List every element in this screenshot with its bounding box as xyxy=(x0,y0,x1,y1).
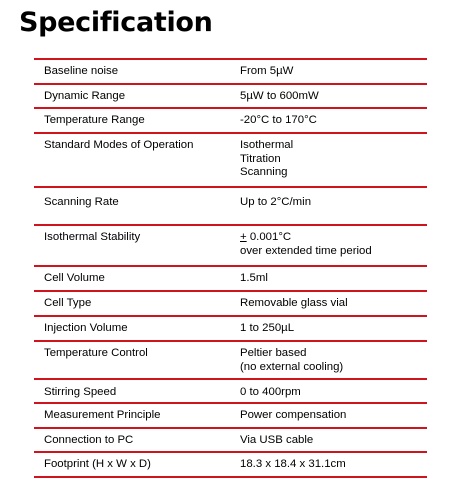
spec-value-line: 0 to 400rpm xyxy=(240,386,301,398)
spec-value-line: Titration xyxy=(240,152,281,165)
spec-value xyxy=(240,322,427,340)
spec-value xyxy=(240,386,427,402)
spec-value xyxy=(240,114,427,132)
table-row xyxy=(34,429,427,453)
spec-value xyxy=(240,347,427,378)
table-row xyxy=(34,380,427,404)
table-row xyxy=(34,60,427,85)
table-row xyxy=(34,109,427,134)
spec-value-line: From 5µW xyxy=(240,65,294,77)
spec-value-line: Power compensation xyxy=(240,409,347,421)
spec-label: Scanning Rate xyxy=(44,196,119,208)
spec-value-line: Scanning xyxy=(240,166,288,178)
spec-value-line: 1 to 250µL xyxy=(240,322,295,334)
spec-label: Footprint (H x W x D) xyxy=(44,458,151,470)
spec-value xyxy=(240,434,427,451)
spec-value-line: 5µW to 600mW xyxy=(240,90,319,102)
table-row xyxy=(34,134,427,188)
specification-table xyxy=(34,58,427,478)
spec-label: Temperature Range xyxy=(44,114,145,126)
spec-value-line: Removable glass vial xyxy=(240,297,348,309)
spec-value xyxy=(240,65,427,83)
spec-value xyxy=(240,297,427,315)
spec-value xyxy=(240,90,427,107)
spec-value-line: -20°C to 170°C xyxy=(240,114,317,126)
spec-label: Dynamic Range xyxy=(44,90,126,102)
spec-value-line: 0.001°C xyxy=(246,231,292,243)
spec-label: Cell Type xyxy=(44,297,92,309)
spec-label: Cell Volume xyxy=(44,272,105,284)
spec-value-line: 18.3 x 18.4 x 31.1cm xyxy=(240,458,346,470)
spec-value xyxy=(240,196,427,224)
table-row xyxy=(34,267,427,292)
spec-label: Standard Modes of Operation xyxy=(44,139,194,151)
spec-value-line: Isothermal xyxy=(240,139,294,151)
spec-label: Baseline noise xyxy=(44,65,119,77)
table-row xyxy=(34,188,427,226)
table-row xyxy=(34,404,427,429)
spec-label: Temperature Control xyxy=(44,347,148,359)
spec-value-line: over extended time period xyxy=(240,244,372,257)
spec-value-line: (no external cooling) xyxy=(240,360,344,373)
table-row xyxy=(34,85,427,109)
table-row xyxy=(34,342,427,380)
spec-value xyxy=(240,272,427,290)
spec-label: Measurement Principle xyxy=(44,409,161,421)
spec-label: Isothermal Stability xyxy=(44,231,141,243)
spec-value-line: Via USB cable xyxy=(240,434,314,446)
page-title: Specification xyxy=(19,7,213,38)
table-row xyxy=(34,453,427,478)
spec-value-line: 1.5ml xyxy=(240,272,268,284)
plus-minus-sign: + xyxy=(240,231,247,243)
table-row xyxy=(34,292,427,317)
spec-value xyxy=(240,458,427,476)
spec-value xyxy=(240,409,427,427)
spec-label: Injection Volume xyxy=(44,322,128,334)
spec-label: Connection to PC xyxy=(44,434,134,446)
spec-label: Stirring Speed xyxy=(44,386,117,398)
table-row xyxy=(34,317,427,342)
spec-value xyxy=(240,139,427,186)
spec-value-line: Up to 2°C/min xyxy=(240,196,312,208)
table-row xyxy=(34,226,427,267)
spec-value xyxy=(240,231,427,265)
spec-value-line: Peltier based xyxy=(240,347,307,359)
